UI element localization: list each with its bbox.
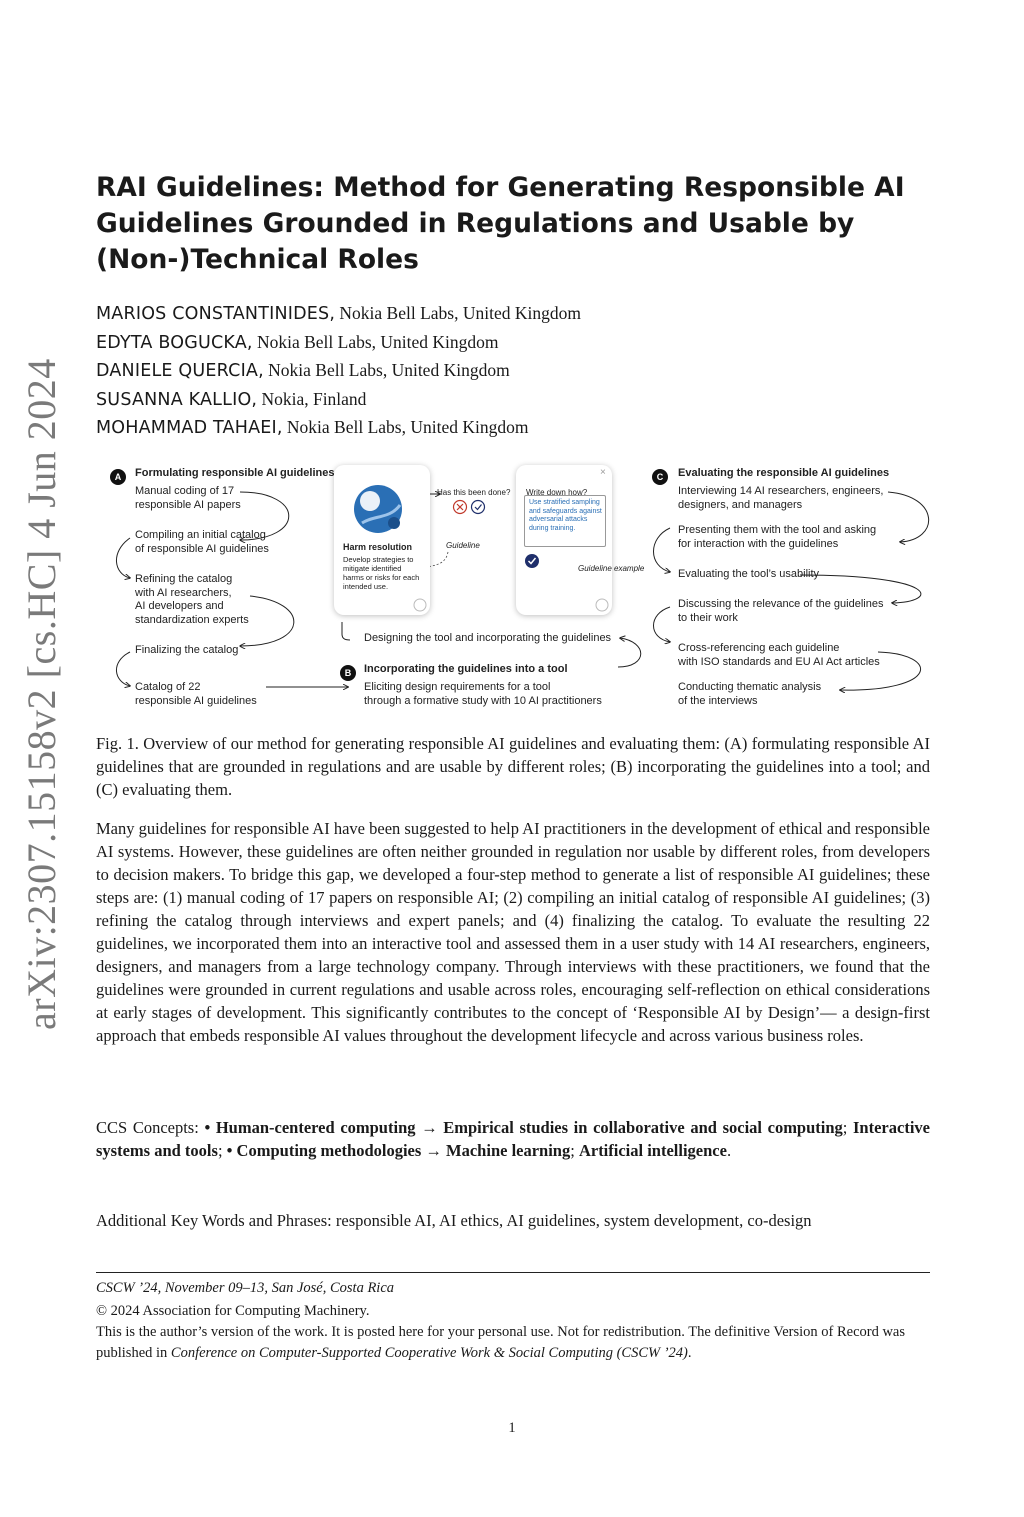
section-a-heading: Formulating responsible AI guidelines	[135, 467, 335, 479]
badge-b: B	[340, 665, 356, 681]
question-write-down: Write down how?	[526, 488, 588, 497]
a-step-5: Catalog of 22 responsible AI guidelines	[135, 681, 257, 707]
author-affiliation: Nokia, Finland	[261, 388, 367, 409]
author-entry	[96, 357, 581, 386]
a-step-4: Finalizing the catalog	[135, 644, 239, 656]
yes-answer-icon	[472, 501, 485, 514]
badge-a: A	[110, 469, 126, 485]
example-text: Use stratified sampling and safeguards against adversarial attacks during training.	[529, 499, 602, 532]
venue-line: CSCW ’24, November 09–13, San José, Costa Rica	[96, 1280, 395, 1296]
c-step-4: Discussing the relevance of the guidelines to their work	[678, 598, 884, 624]
method-overview-figure	[100, 462, 932, 712]
author-entry	[96, 300, 581, 329]
c-step-1: Interviewing 14 AI researchers, engineers, designers, and managers	[678, 485, 884, 511]
a-step-3: Refining the catalog with AI researchers, AI developers and standardization experts	[135, 573, 249, 626]
c-step-3: Evaluating the tool’s usability	[678, 568, 820, 580]
author-entry	[96, 386, 581, 415]
author-affiliation: Nokia Bell Labs, United Kingdom	[286, 417, 529, 437]
keywords: Additional Key Words and Phrases: responsible AI, AI ethics, AI guidelines, system development, co-design	[96, 1211, 812, 1230]
b-elicit-step: Eliciting design requirements for a tool through a formative study with 10 AI practitioners	[364, 681, 602, 707]
c-step-6: Conducting thematic analysis of the interviews	[678, 681, 822, 707]
badge-c: C	[652, 469, 668, 485]
author-name: MOHAMMAD TAHAEI,	[96, 418, 283, 438]
footer-divider	[96, 1272, 930, 1273]
page-number: 1	[508, 1420, 516, 1436]
card-title: Harm resolution	[343, 542, 413, 552]
card-body: Develop strategies to mitigate identified harms or risks for each intended use.	[343, 555, 420, 591]
a-step-1: Manual coding of 17 responsible AI papers	[135, 485, 241, 511]
section-c-heading: Evaluating the responsible AI guidelines	[678, 467, 890, 479]
arxiv-identifier: arXiv:2307.15158v2 [cs.HC] 4 Jun 2024	[19, 358, 64, 1030]
c-step-5: Cross-referencing each guideline with ISO standards and EU AI Act articles	[678, 642, 880, 668]
author-list	[96, 300, 581, 443]
author-name: SUSANNA KALLIO,	[96, 389, 258, 410]
paper-title: RAI Guidelines: Method for Generating Responsible AI Guidelines Grounded in Regulations and Usable by (Non-)Technical Roles	[96, 172, 905, 275]
close-icon[interactable]: ×	[600, 467, 606, 478]
author-affiliation: Nokia Bell Labs, United Kingdom	[268, 360, 510, 380]
ccs-concepts: CCS Concepts: • Human-centered computing → Empirical studies in collaborative and social computing; Interactive systems and tools; • Computing methodologies → Machine learning; Artificial intelligence.	[96, 1118, 930, 1160]
section-b-heading: Incorporating the guidelines into a tool	[364, 663, 568, 675]
b-design-step: Designing the tool and incorporating the guidelines	[364, 632, 612, 644]
copyright-line: © 2024 Association for Computing Machinery.	[96, 1303, 370, 1319]
question-has-been-done: Has this been done?	[437, 488, 511, 497]
author-entry	[96, 414, 581, 443]
check-icon	[525, 554, 539, 568]
guideline-label: Guideline	[446, 541, 480, 550]
figure-caption: Fig. 1. Overview of our method for generating responsible AI guidelines and evaluating them: (A) formulating responsible AI guidelines that are grounded in regulations and are usable by different roles; (B) incorporating the guidelines into a tool; and (C) evaluating them.	[96, 734, 930, 799]
guideline-example-label: Guideline example	[578, 564, 645, 573]
a-step-2: Compiling an initial catalog of responsible AI guidelines	[135, 529, 269, 555]
author-name: DANIELE QUERCIA,	[96, 361, 264, 381]
abstract: Many guidelines for responsible AI have been suggested to help AI practitioners in the development of ethical and responsible AI systems. However, these guidelines are often neither grounded in regulation nor usable by different roles, from developers to decision makers. To bridge this gap, we developed a four-step method to generate a list of responsible AI guidelines; these steps are: (1) manual coding of 17 papers on responsible AI; (2) compiling an initial catalog of responsible AI guidelines; (3) refining the catalog through interviews and expert panels; and (4) finalizing the catalog. To evaluate the resulting 22 guidelines, we incorporated them into an interactive tool and assessed them in a user study with 14 AI researchers, engineers, designers, and managers from a large technology company. Through interviews with these practitioners, we found that the guidelines were grounded in current regulations and usable across roles, encouraging self-reflection on ethical considerations at early stages of development. This significantly contributes to the concept of ‘Responsible AI by Design’— a design-first approach that embeds responsible AI values throughout the development lifecycle and across various business roles.	[96, 819, 930, 1045]
author-name: EDYTA BOGUCKA,	[96, 332, 253, 353]
author-entry	[96, 329, 581, 358]
author-affiliation: Nokia Bell Labs, United Kingdom	[339, 303, 581, 323]
c-step-2: Presenting them with the tool and asking for interaction with the guidelines	[678, 524, 877, 550]
authors-version-note: This is the author’s version of the work. It is posted here for your personal use. Not for redistribution. The definitive Version of Record was published in Conference on Computer-Supported Cooperative Work & Social Computing (CSCW ’24).	[96, 1324, 906, 1361]
author-affiliation: Nokia Bell Labs, United Kingdom	[256, 331, 499, 352]
author-name: MARIOS CONSTANTINIDES,	[96, 304, 336, 324]
